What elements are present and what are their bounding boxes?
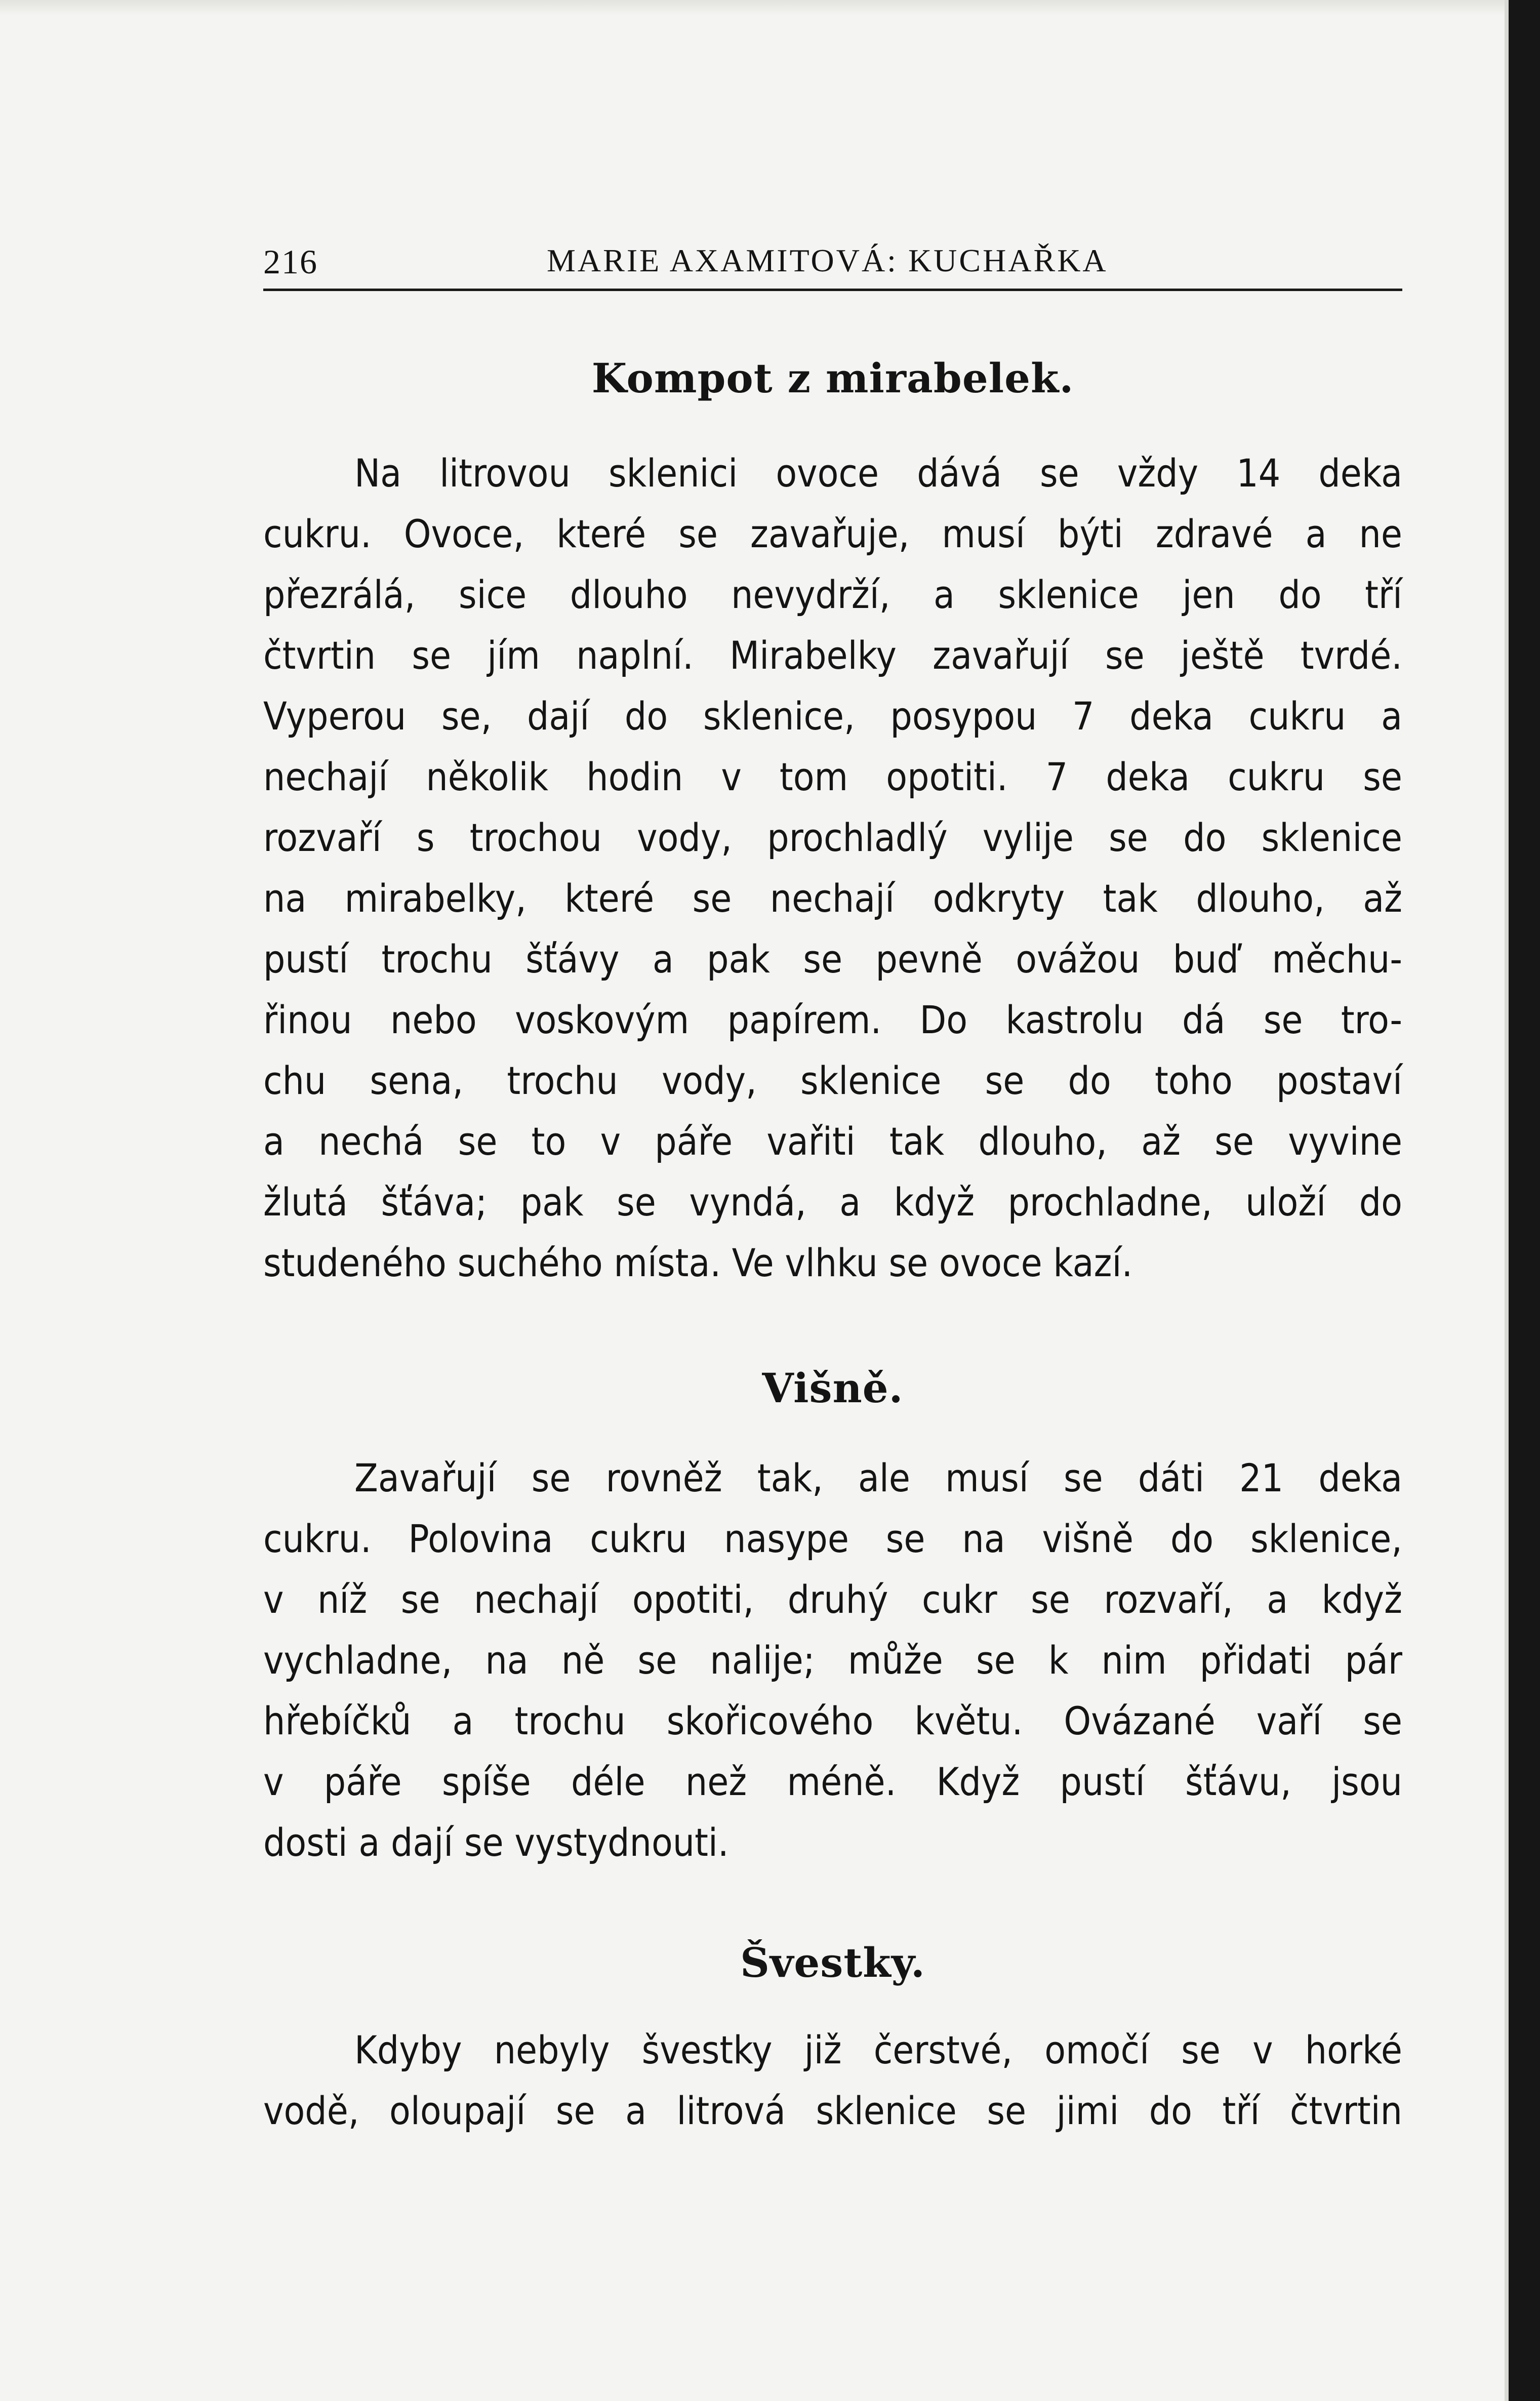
text-line: Kdyby nebyly švestky již čerstvé, omočí se v horké [354,2027,1402,2072]
text-line: nechají několik hodin v tom opotiti. 7 deka cukru se [263,754,1402,799]
text-line: vychladne, na ně se nalije; může se k nim přidati pár [263,1638,1402,1683]
text-line: a nechá se to v páře vařiti tak dlouho, až se vyvine [263,1119,1402,1164]
text-line: hřebíčků a trochu skořicového květu. Ovázané vaří se [263,1698,1402,1743]
text-line: čtvrtin se jím naplní. Mirabelky zavařují se ještě tvrdé. [263,633,1402,678]
text-line: Na litrovou sklenici ovoce dává se vždy 14 deka [354,451,1402,496]
text-line: v níž se nechají opotiti, druhý cukr se rozvaří, a když [263,1577,1402,1622]
page-edge [1509,0,1540,2401]
text-line: pustí trochu šťávy a pak se pevně ovážou buď měchu- [263,937,1402,982]
text-line: řinou nebo voskovým papírem. Do kastrolu dá se tro- [263,997,1402,1042]
text-line: žlutá šťáva; pak se vyndá, a když prochladne, uloží do [263,1179,1402,1225]
text-line: vodě, oloupají se a litrová sklenice se jimi do tří čtvrtin [263,2088,1402,2133]
running-head: MARIE AXAMITOVÁ: KUCHAŘKA [547,242,1108,278]
text-line: dosti a dají se vystydnouti. [263,1820,729,1865]
text-line: cukru. Polovina cukru nasype se na višně do sklenice, [263,1516,1402,1561]
text-line: chu sena, trochu vody, sklenice se do toho postaví [263,1058,1402,1103]
paragraph-kompot [263,443,1402,1293]
page-edge-highlight [1505,0,1509,2401]
section-heading-svestky: Švestky. [740,1939,925,1986]
text-line: na mirabelky, které se nechají odkryty tak dlouho, až [263,876,1402,921]
section-heading-kompot: Kompot z mirabelek. [591,354,1074,402]
text-line: rozvaří s trochou vody, prochladlý vylije se do sklenice [263,815,1402,860]
text-line: Vyperou se, dají do sklenice, posypou 7 deka cukru a [263,694,1402,739]
page-number: 216 [263,242,318,281]
text-line: cukru. Ovoce, které se zavařuje, musí býti zdravé a ne [263,511,1402,556]
section-heading-visne: Višně. [762,1364,904,1412]
text-line: studeného suchého místa. Ve vlhku se ovoce kazí. [263,1240,1133,1285]
text-line: Zavařují se rovněž tak, ale musí se dáti 21 deka [354,1455,1402,1500]
paragraph-svestky [263,2020,1402,2141]
page-header [263,238,1402,291]
text-line: přezrálá, sice dlouho nevydrží, a sklenice jen do tří [263,572,1402,617]
page-top-shadow [0,0,1509,15]
text-line: v páře spíše déle než méně. Když pustí šťávu, jsou [263,1759,1402,1804]
paragraph-visne [263,1448,1402,1873]
